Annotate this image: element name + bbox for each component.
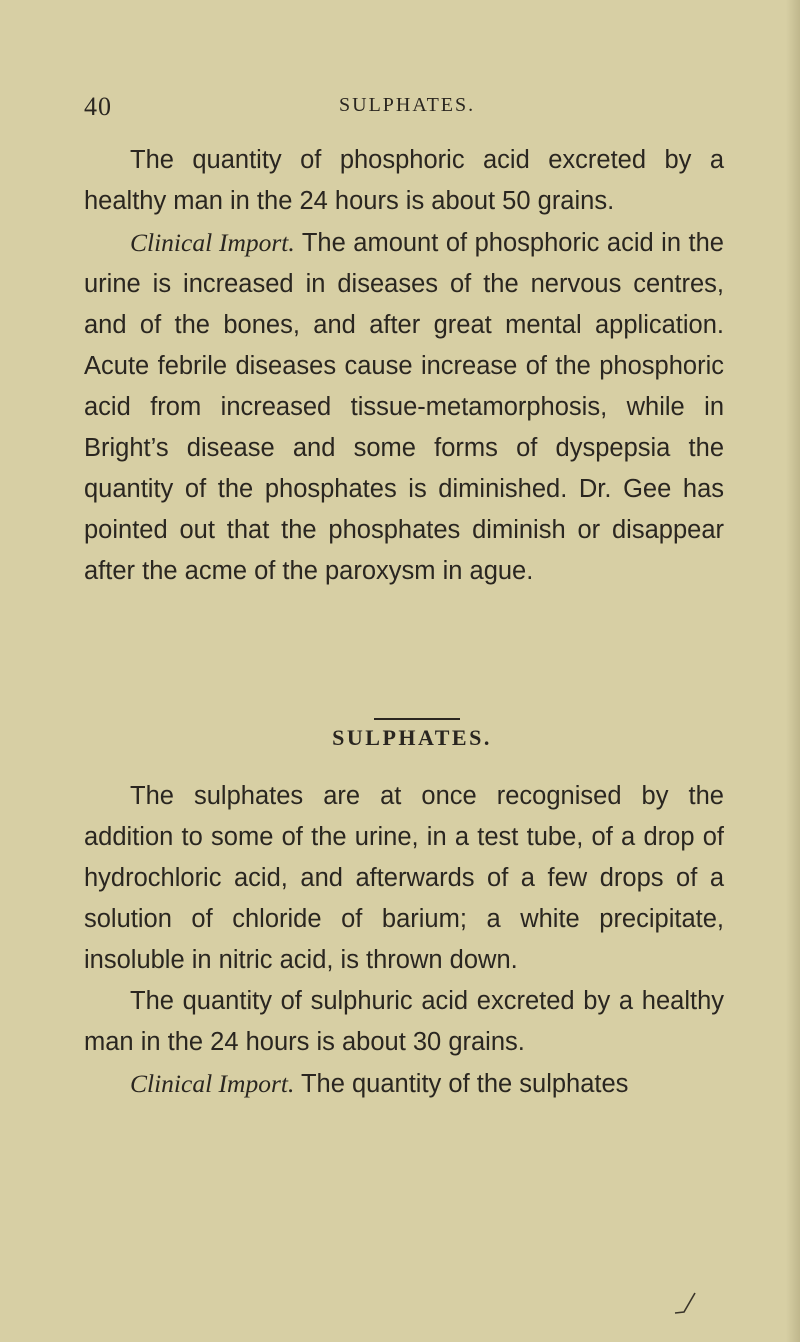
clinical-import-text: The amount of phosphoric acid in the urine is increased in diseases of the nervous centres, and of the bones, and after great mental application. Acute febrile diseases cause increase of the phosphoric acid from increased tissue-metamorphosis, while in Bright’s disease and some forms of dyspepsia the quantity of the phosphates is diminished. Dr. Gee has pointed out that the phosphates diminish or disappear after the acme of the paroxysm in ague. <box>84 229 724 585</box>
running-head: SULPHATES. <box>339 94 476 116</box>
paragraph-phosphoric-clinical <box>84 222 724 592</box>
section-divider <box>374 718 460 720</box>
clinical-import-label: Clinical Import. <box>130 1069 295 1098</box>
page-header <box>84 92 724 126</box>
pencil-mark <box>672 1290 698 1316</box>
paragraph-sulphuric-quantity: The quantity of sulphuric acid excreted by a healthy man in the 24 hours is about 30 grains. <box>84 987 724 1056</box>
page-edge-shadow <box>786 0 800 1342</box>
sulphates-section <box>84 776 724 1105</box>
paragraph-sulphates-clinical <box>84 1063 724 1105</box>
phosphates-section <box>84 140 724 592</box>
clinical-import-label: Clinical Import. <box>130 228 295 257</box>
page-number: 40 <box>84 92 112 121</box>
section-heading-sulphates: SULPHATES. <box>332 725 492 750</box>
paragraph-phosphoric-quantity: The quantity of phosphoric acid excreted by a healthy man in the 24 hours is about 50 grains. <box>84 146 724 215</box>
clinical-import-text: The quantity of the sulphates <box>294 1070 629 1098</box>
paragraph-sulphates-test: The sulphates are at once recognised by the addition to some of the urine, in a test tube, of a drop of hydrochloric acid, and afterwards of a few drops of a solution of chloride of barium; a white precipitate, insoluble in nitric acid, is thrown down. <box>84 782 724 974</box>
